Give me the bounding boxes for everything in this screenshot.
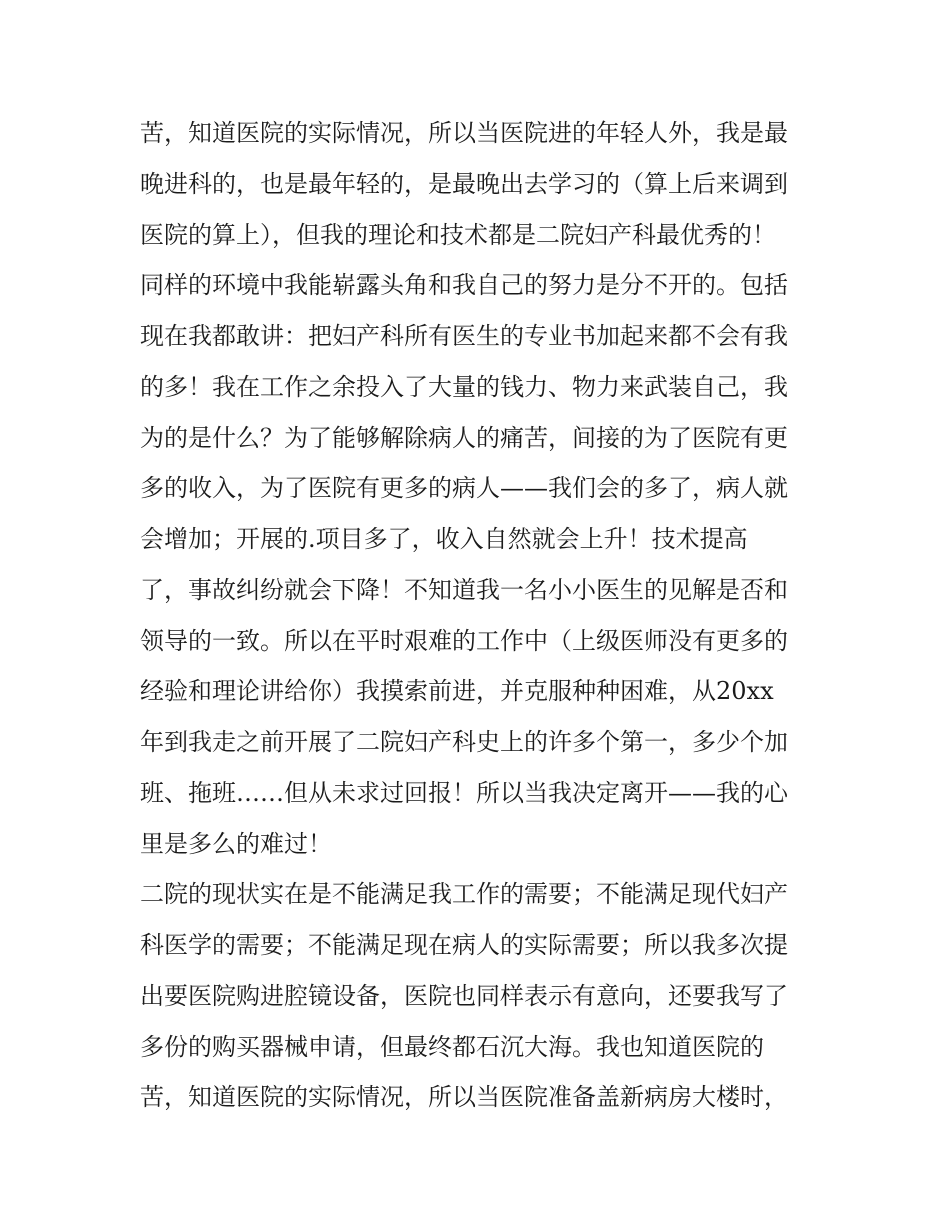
text-line-17: 科医学的需要；不能满足现在病人的实际需要；所以我多次提 xyxy=(140,931,788,959)
text-line-3: 医院的算上），但我的理论和技术都是二院妇产科最优秀的！ xyxy=(140,220,776,249)
text-line-1: 苦，知道医院的实际情况，所以当医院进的年轻人外，我是最 xyxy=(140,119,788,147)
text-line-5: 现在我都敢讲：把妇产科所有医生的专业书加起来都不会有我 xyxy=(140,322,788,350)
text-line-11: 领导的一致。所以在平时艰难的工作中（上级医师没有更多的 xyxy=(140,626,788,655)
text-line-13: 年到我走之前开展了二院妇产科史上的许多个第一，多少个加 xyxy=(140,728,788,756)
text-line-16: 二院的现状实在是不能满足我工作的需要；不能满足现代妇产 xyxy=(140,880,788,909)
text-line-6: 的多！我在工作之余投入了大量的钱力、物力来武装自己，我 xyxy=(140,372,788,401)
text-line-7: 为的是什么？为了能够解除病人的痛苦，间接的为了医院有更 xyxy=(140,423,788,452)
text-line-14: 班、拖班……但从未求过回报！所以当我决定离开——我的心 xyxy=(140,778,788,807)
text-line-12: 经验和理论讲给你）我摸索前进，并克服种种困难，从20xx xyxy=(140,677,774,706)
text-line-18: 出要医院购进腔镜设备，医院也同样表示有意向，还要我写了 xyxy=(140,981,788,1010)
text-line-8: 多的收入，为了医院有更多的病人——我们会的多了，病人就 xyxy=(140,474,788,503)
text-line-4: 同样的环境中我能崭露头角和我自己的努力是分不开的。包括 xyxy=(140,271,788,300)
document-body xyxy=(140,108,820,1123)
text-line-10: 了，事故纠纷就会下降！不知道我一名小小医生的见解是否和 xyxy=(140,575,788,604)
text-line-19: 多份的购买器械申请，但最终都石沉大海。我也知道医院的 xyxy=(140,1032,764,1061)
text-line-2: 晚进科的，也是最年轻的，是最晚出去学习的（算上后来调到 xyxy=(140,169,788,198)
text-line-9: 会增加；开展的.项目多了，收入自然就会上升！技术提高 xyxy=(140,525,748,553)
text-line-15: 里是多么的难过！ xyxy=(140,829,332,858)
text-line-20: 苦，知道医院的实际情况，所以当医院准备盖新病房大楼时， xyxy=(140,1083,788,1112)
